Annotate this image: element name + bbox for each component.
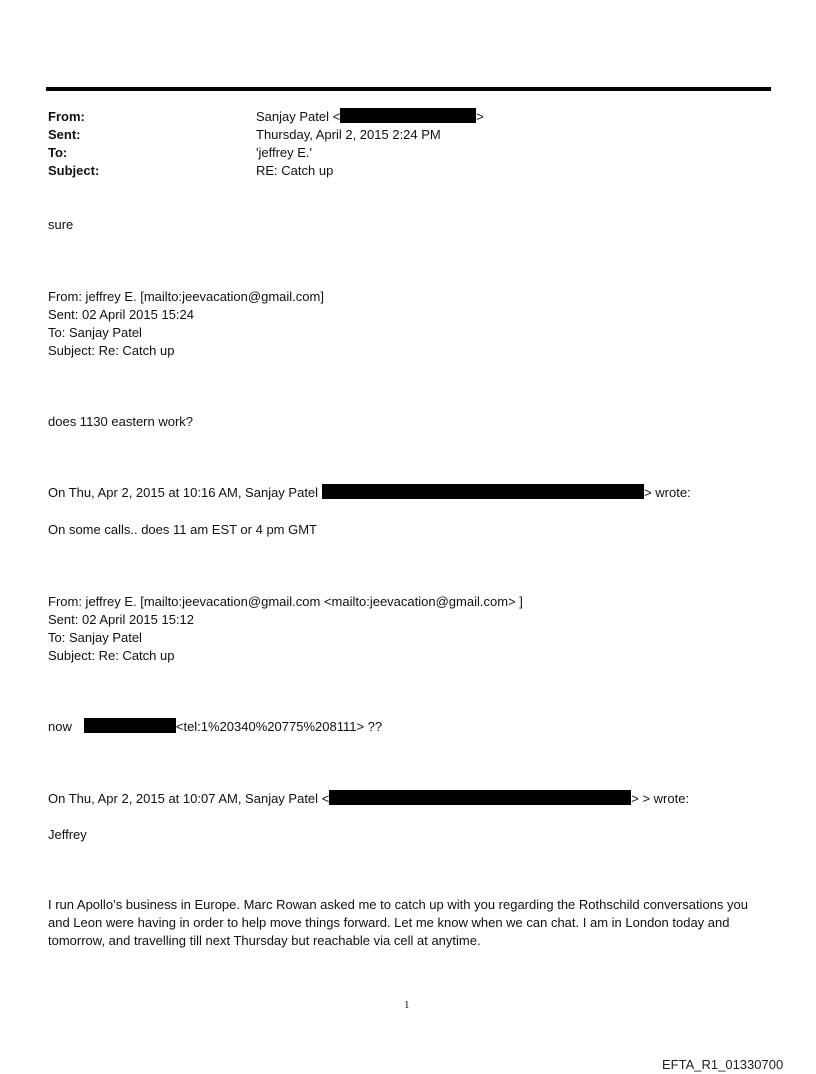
on-wrote-line-2	[48, 790, 689, 808]
quoted2-subject: Subject: Re: Catch up	[48, 648, 175, 663]
redaction-block	[340, 108, 476, 123]
from-value-prefix: Sanjay Patel <	[256, 109, 341, 124]
reply-body: sure	[48, 217, 74, 232]
on-wrote-2-prefix: On Thu, Apr 2, 2015 at 10:07 AM, Sanjay Patel <	[48, 791, 330, 806]
to-label: To:	[48, 145, 68, 160]
quoted1-body: does 1130 eastern work?	[48, 414, 194, 429]
subject-value: RE: Catch up	[256, 163, 334, 178]
redaction-block	[322, 484, 644, 499]
now-prefix: now	[48, 719, 72, 734]
quoted2-to: To: Sanjay Patel	[48, 630, 142, 645]
quoted2-from: From: jeffrey E. [mailto:jeevacation@gmail.com <mailto:jeevacation@gmail.com> ]	[48, 594, 523, 609]
on-wrote-line-1	[48, 484, 691, 502]
body2: On some calls.. does 11 am EST or 4 pm GMT	[48, 522, 318, 537]
quoted1-sent: Sent: 02 April 2015 15:24	[48, 307, 195, 322]
quoted2-sent: Sent: 02 April 2015 15:12	[48, 612, 195, 627]
on-wrote-1-suffix: > wrote:	[644, 485, 691, 500]
on-wrote-1-prefix: On Thu, Apr 2, 2015 at 10:16 AM, Sanjay Patel	[48, 485, 319, 500]
quoted1-subject: Subject: Re: Catch up	[48, 343, 175, 358]
on-wrote-2-suffix: > > wrote:	[631, 791, 690, 806]
page-number: 1	[404, 999, 410, 1011]
redaction-block	[329, 790, 631, 805]
to-value: 'jeffrey E.'	[256, 145, 313, 160]
redaction-block	[84, 718, 176, 733]
quoted1-to: To: Sanjay Patel	[48, 325, 142, 340]
from-value-suffix: >	[476, 109, 484, 124]
sent-label: Sent:	[48, 127, 81, 142]
bates-number: EFTA_R1_01330700	[662, 1057, 784, 1072]
from-label: From:	[48, 109, 85, 124]
greeting: Jeffrey	[48, 827, 87, 842]
body-paragraph: I run Apollo’s business in Europe. Marc Rowan asked me to catch up with you regarding the Rothschild conversations you and Leon were having in order to help move things forward. Let me know when we can chat. I am in London today and tomorrow, and travelling till next Thursday but reachable via cell at anytime.	[48, 897, 748, 948]
now-line	[48, 718, 382, 736]
sent-value: Thursday, April 2, 2015 2:24 PM	[256, 127, 441, 142]
subject-label: Subject:	[48, 163, 100, 178]
header-rule	[46, 87, 771, 91]
now-suffix: <tel:1%20340%20775%208111> ??	[175, 719, 383, 734]
quoted1-from: From: jeffrey E. [mailto:jeevacation@gmail.com]	[48, 289, 324, 304]
from-value	[256, 108, 484, 126]
